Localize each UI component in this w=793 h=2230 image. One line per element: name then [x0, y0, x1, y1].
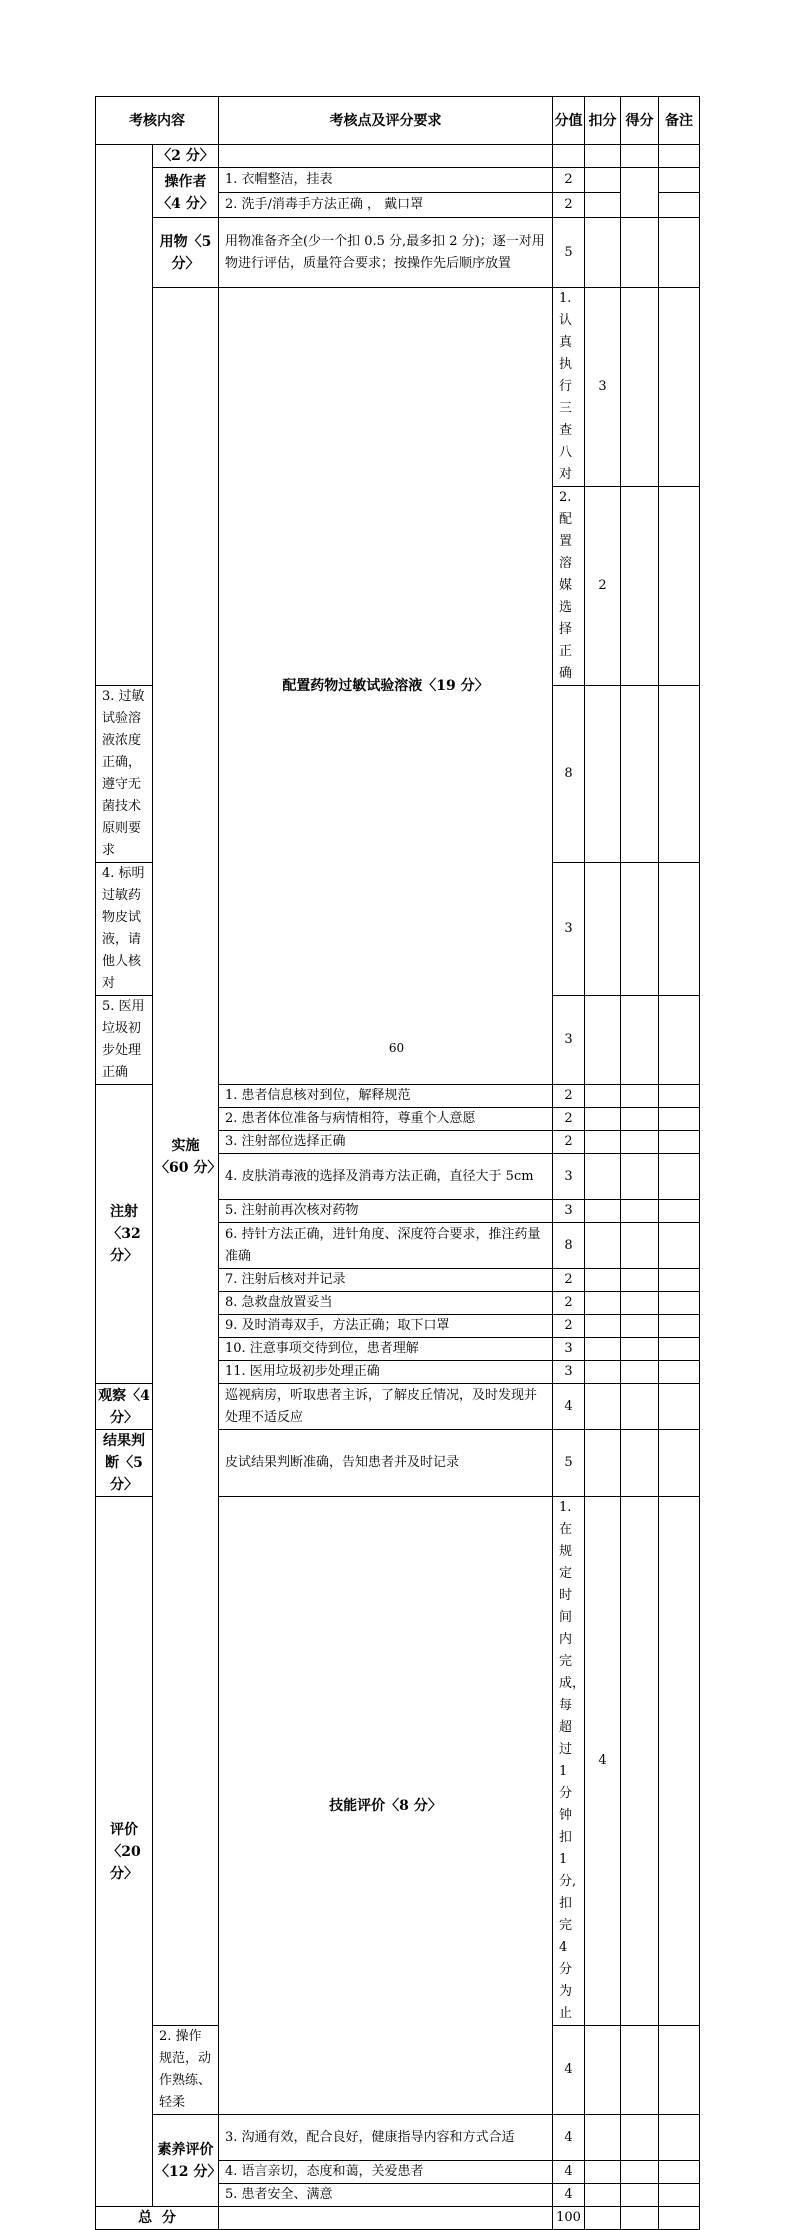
value: 2	[553, 1131, 585, 1154]
value: 2	[553, 1108, 585, 1131]
requirement: 8. 急救盘放置妥当	[219, 1292, 553, 1315]
materials-label: 用物〈5 分〉	[153, 218, 219, 288]
requirement: 1. 患者信息核对到位，解释规范	[219, 1085, 553, 1108]
value: 2	[553, 1269, 585, 1292]
table-row	[96, 288, 700, 487]
header-deduct: 扣分	[585, 97, 621, 145]
value: 4	[553, 1384, 585, 1430]
requirement: 皮试结果判断准确，告知患者并及时记录	[219, 1430, 553, 1497]
header-score: 得分	[621, 97, 659, 145]
value: 3	[553, 1154, 585, 1200]
header-remark: 备注	[659, 97, 700, 145]
header-row	[96, 97, 700, 145]
requirement: 2. 洗手/消毒手方法正确 ， 戴口罩	[219, 193, 553, 218]
value: 4	[553, 2161, 585, 2184]
requirement: 2. 操作规范，动作熟练、轻柔	[153, 2026, 219, 2115]
value: 2	[553, 193, 585, 218]
result-label: 结果判断〈5 分〉	[96, 1430, 153, 1497]
observe-label: 观察〈4 分〉	[96, 1384, 153, 1430]
skill-label: 技能评价〈8 分〉	[219, 1497, 553, 2115]
requirement: 2. 配置溶媒选择正确	[553, 487, 585, 686]
table-row	[96, 168, 700, 193]
requirement: 1. 衣帽整洁，挂表	[219, 168, 553, 193]
value: 2	[553, 1315, 585, 1338]
requirement: 10. 注意事项交待到位，患者理解	[219, 1338, 553, 1361]
requirement: 3. 沟通有效，配合良好，健康指导内容和方式合适	[219, 2115, 553, 2161]
requirement: 3. 过敏试验溶液浓度正确，遵守无菌技术原则要求	[96, 686, 153, 863]
quality-label: 素养评价〈12 分〉	[153, 2115, 219, 2207]
requirement: 7. 注射后核对并记录	[219, 1269, 553, 1292]
requirement: 巡视病房，听取患者主诉，了解皮丘情况，及时发现并处理不适反应	[219, 1384, 553, 1430]
prepare-label: 配置药物过敏试验溶液〈19 分〉	[219, 288, 553, 1085]
assessment-table	[95, 96, 700, 2230]
requirement: 1. 认真执行三查八对	[553, 288, 585, 487]
inject-label: 注射〈32 分〉	[96, 1085, 153, 1384]
value: 2	[553, 168, 585, 193]
total-value: 100	[553, 2207, 585, 2230]
value: 5	[553, 1430, 585, 1497]
requirement: 5. 医用垃圾初步处理正确	[96, 996, 153, 1085]
operator-label: 操作者〈4 分〉	[153, 168, 219, 218]
value: 3	[553, 863, 585, 996]
value: 3	[553, 1200, 585, 1223]
header-points: 考核点及评分要求	[219, 97, 553, 145]
value: 4	[553, 2026, 585, 2115]
requirement: 4. 语言亲切，态度和蔼，关爱患者	[219, 2161, 553, 2184]
requirement: 4. 皮肤消毒液的选择及消毒方法正确，直径大于 5cm	[219, 1154, 553, 1200]
value: 3	[553, 1361, 585, 1384]
evaluate-label: 评价〈20 分〉	[96, 1497, 153, 2207]
prep-top-label: 〈2 分〉	[153, 145, 219, 168]
value: 5	[553, 218, 585, 288]
value: 4	[553, 2115, 585, 2161]
value: 3	[553, 1338, 585, 1361]
requirement: 6. 持针方法正确，进针角度、深度符合要求，推注药量准确	[219, 1223, 553, 1269]
value: 4	[585, 1497, 621, 2026]
header-value: 分值	[553, 97, 585, 145]
requirement: 2. 患者体位准备与病情相符，尊重个人意愿	[219, 1108, 553, 1131]
requirement: 3. 注射部位选择正确	[219, 1131, 553, 1154]
implement-label: 实施〈60 分〉	[153, 288, 219, 2026]
requirement: 用物准备齐全(少一个扣 0.5 分,最多扣 2 分)；逐一对用物进行评估，质量符合要求；按操作先后顺序放置	[219, 218, 553, 288]
value: 2	[585, 487, 621, 686]
requirement: 9. 及时消毒双手，方法正确；取下口罩	[219, 1315, 553, 1338]
total-label: 总 分	[96, 2207, 219, 2230]
value: 4	[553, 2184, 585, 2207]
value: 8	[553, 686, 585, 863]
requirement: 11. 医用垃圾初步处理正确	[219, 1361, 553, 1384]
page-number: 60	[388, 1041, 405, 1055]
section-prep-label	[96, 145, 153, 686]
value: 3	[585, 288, 621, 487]
requirement: 4. 标明过敏药物皮试液，请他人核对	[96, 863, 153, 996]
table-row	[96, 218, 700, 288]
requirement: 5. 注射前再次核对药物	[219, 1200, 553, 1223]
header-content: 考核内容	[96, 97, 219, 145]
value: 8	[553, 1223, 585, 1269]
value: 2	[553, 1292, 585, 1315]
value: 3	[553, 996, 585, 1085]
requirement: 1. 在规定时间内完成，每超过 1 分钟扣 1 分,扣完 4 分为止	[553, 1497, 585, 2026]
value: 2	[553, 1085, 585, 1108]
table-row	[96, 145, 700, 168]
total-row	[96, 2207, 700, 2230]
table-row	[96, 2115, 700, 2161]
requirement: 5. 患者安全、满意	[219, 2184, 553, 2207]
